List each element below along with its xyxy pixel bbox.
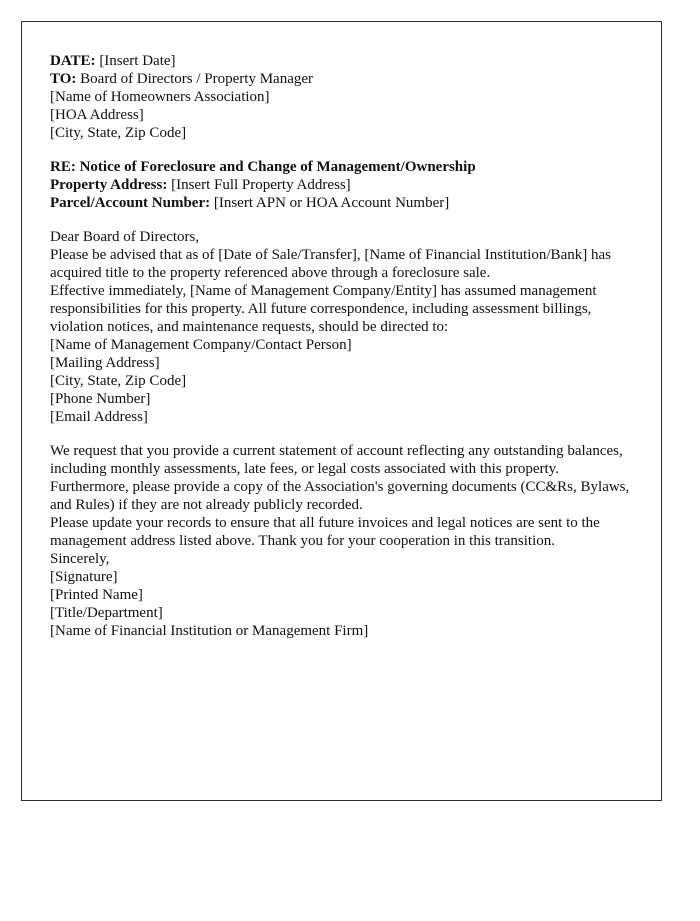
recipient-association-line: [Name of Homeowners Association] <box>50 89 270 105</box>
management-contact-block <box>50 336 634 426</box>
closing: Sincerely, <box>50 551 110 567</box>
date-label: DATE: <box>50 53 96 69</box>
parcel-number-line <box>50 194 634 212</box>
parcel-number-value: [Insert APN or HOA Account Number] <box>213 195 450 211</box>
recipient-block <box>50 70 634 142</box>
date-value: [Insert Date] <box>99 53 176 69</box>
institution-name-line: [Name of Financial Institution or Management Firm] <box>50 623 369 639</box>
paragraph-statement-request: We request that you provide a current statement of account reflecting any outstanding balances, including monthly assessments, late fees, or legal costs associated with this property. Furthermore, please provide a copy of the Association's governing documents (CC&Rs, Bylaws, and Rules) if they are not already publicly recorded. <box>50 443 630 513</box>
salutation: Dear Board of Directors, <box>50 229 200 245</box>
subject-line: RE: Notice of Foreclosure and Change of Management/Ownership <box>50 159 476 175</box>
management-phone-line: [Phone Number] <box>50 391 151 407</box>
paragraph-management-change: Effective immediately, [Name of Management Company/Entity] has assumed management responsibilities for this property. All future correspondence, including assessment billings, violation notices, and maintenance requests, should be directed to: <box>50 283 597 335</box>
management-city-line: [City, State, Zip Code] <box>50 373 187 389</box>
to-line <box>50 70 634 88</box>
management-contact-name-line: [Name of Management Company/Contact Person] <box>50 337 352 353</box>
letter-document <box>21 21 662 801</box>
property-address-value: [Insert Full Property Address] <box>171 177 351 193</box>
parcel-number-label: Parcel/Account Number: <box>50 195 211 211</box>
property-address-line <box>50 176 634 194</box>
property-address-label: Property Address: <box>50 177 168 193</box>
printed-name-line: [Printed Name] <box>50 587 143 603</box>
recipient-city-line: [City, State, Zip Code] <box>50 125 187 141</box>
signature-block <box>50 568 634 640</box>
date-line <box>50 52 634 70</box>
paragraph-foreclosure-notice: Please be advised that as of [Date of Sale/Transfer], [Name of Financial Institution/Bank] has acquired title to the property referenced above through a foreclosure sale. <box>50 247 611 281</box>
signature-line: [Signature] <box>50 569 118 585</box>
to-label: TO: <box>50 71 77 87</box>
title-department-line: [Title/Department] <box>50 605 163 621</box>
paragraph-update-records: Please update your records to ensure that all future invoices and legal notices are sent to the management address listed above. Thank you for your cooperation in this transition. <box>50 515 600 549</box>
property-block <box>50 176 634 212</box>
management-mailing-address-line: [Mailing Address] <box>50 355 160 371</box>
management-email-line: [Email Address] <box>50 409 148 425</box>
recipient-address-line: [HOA Address] <box>50 107 144 123</box>
to-value: Board of Directors / Property Manager <box>80 71 314 87</box>
